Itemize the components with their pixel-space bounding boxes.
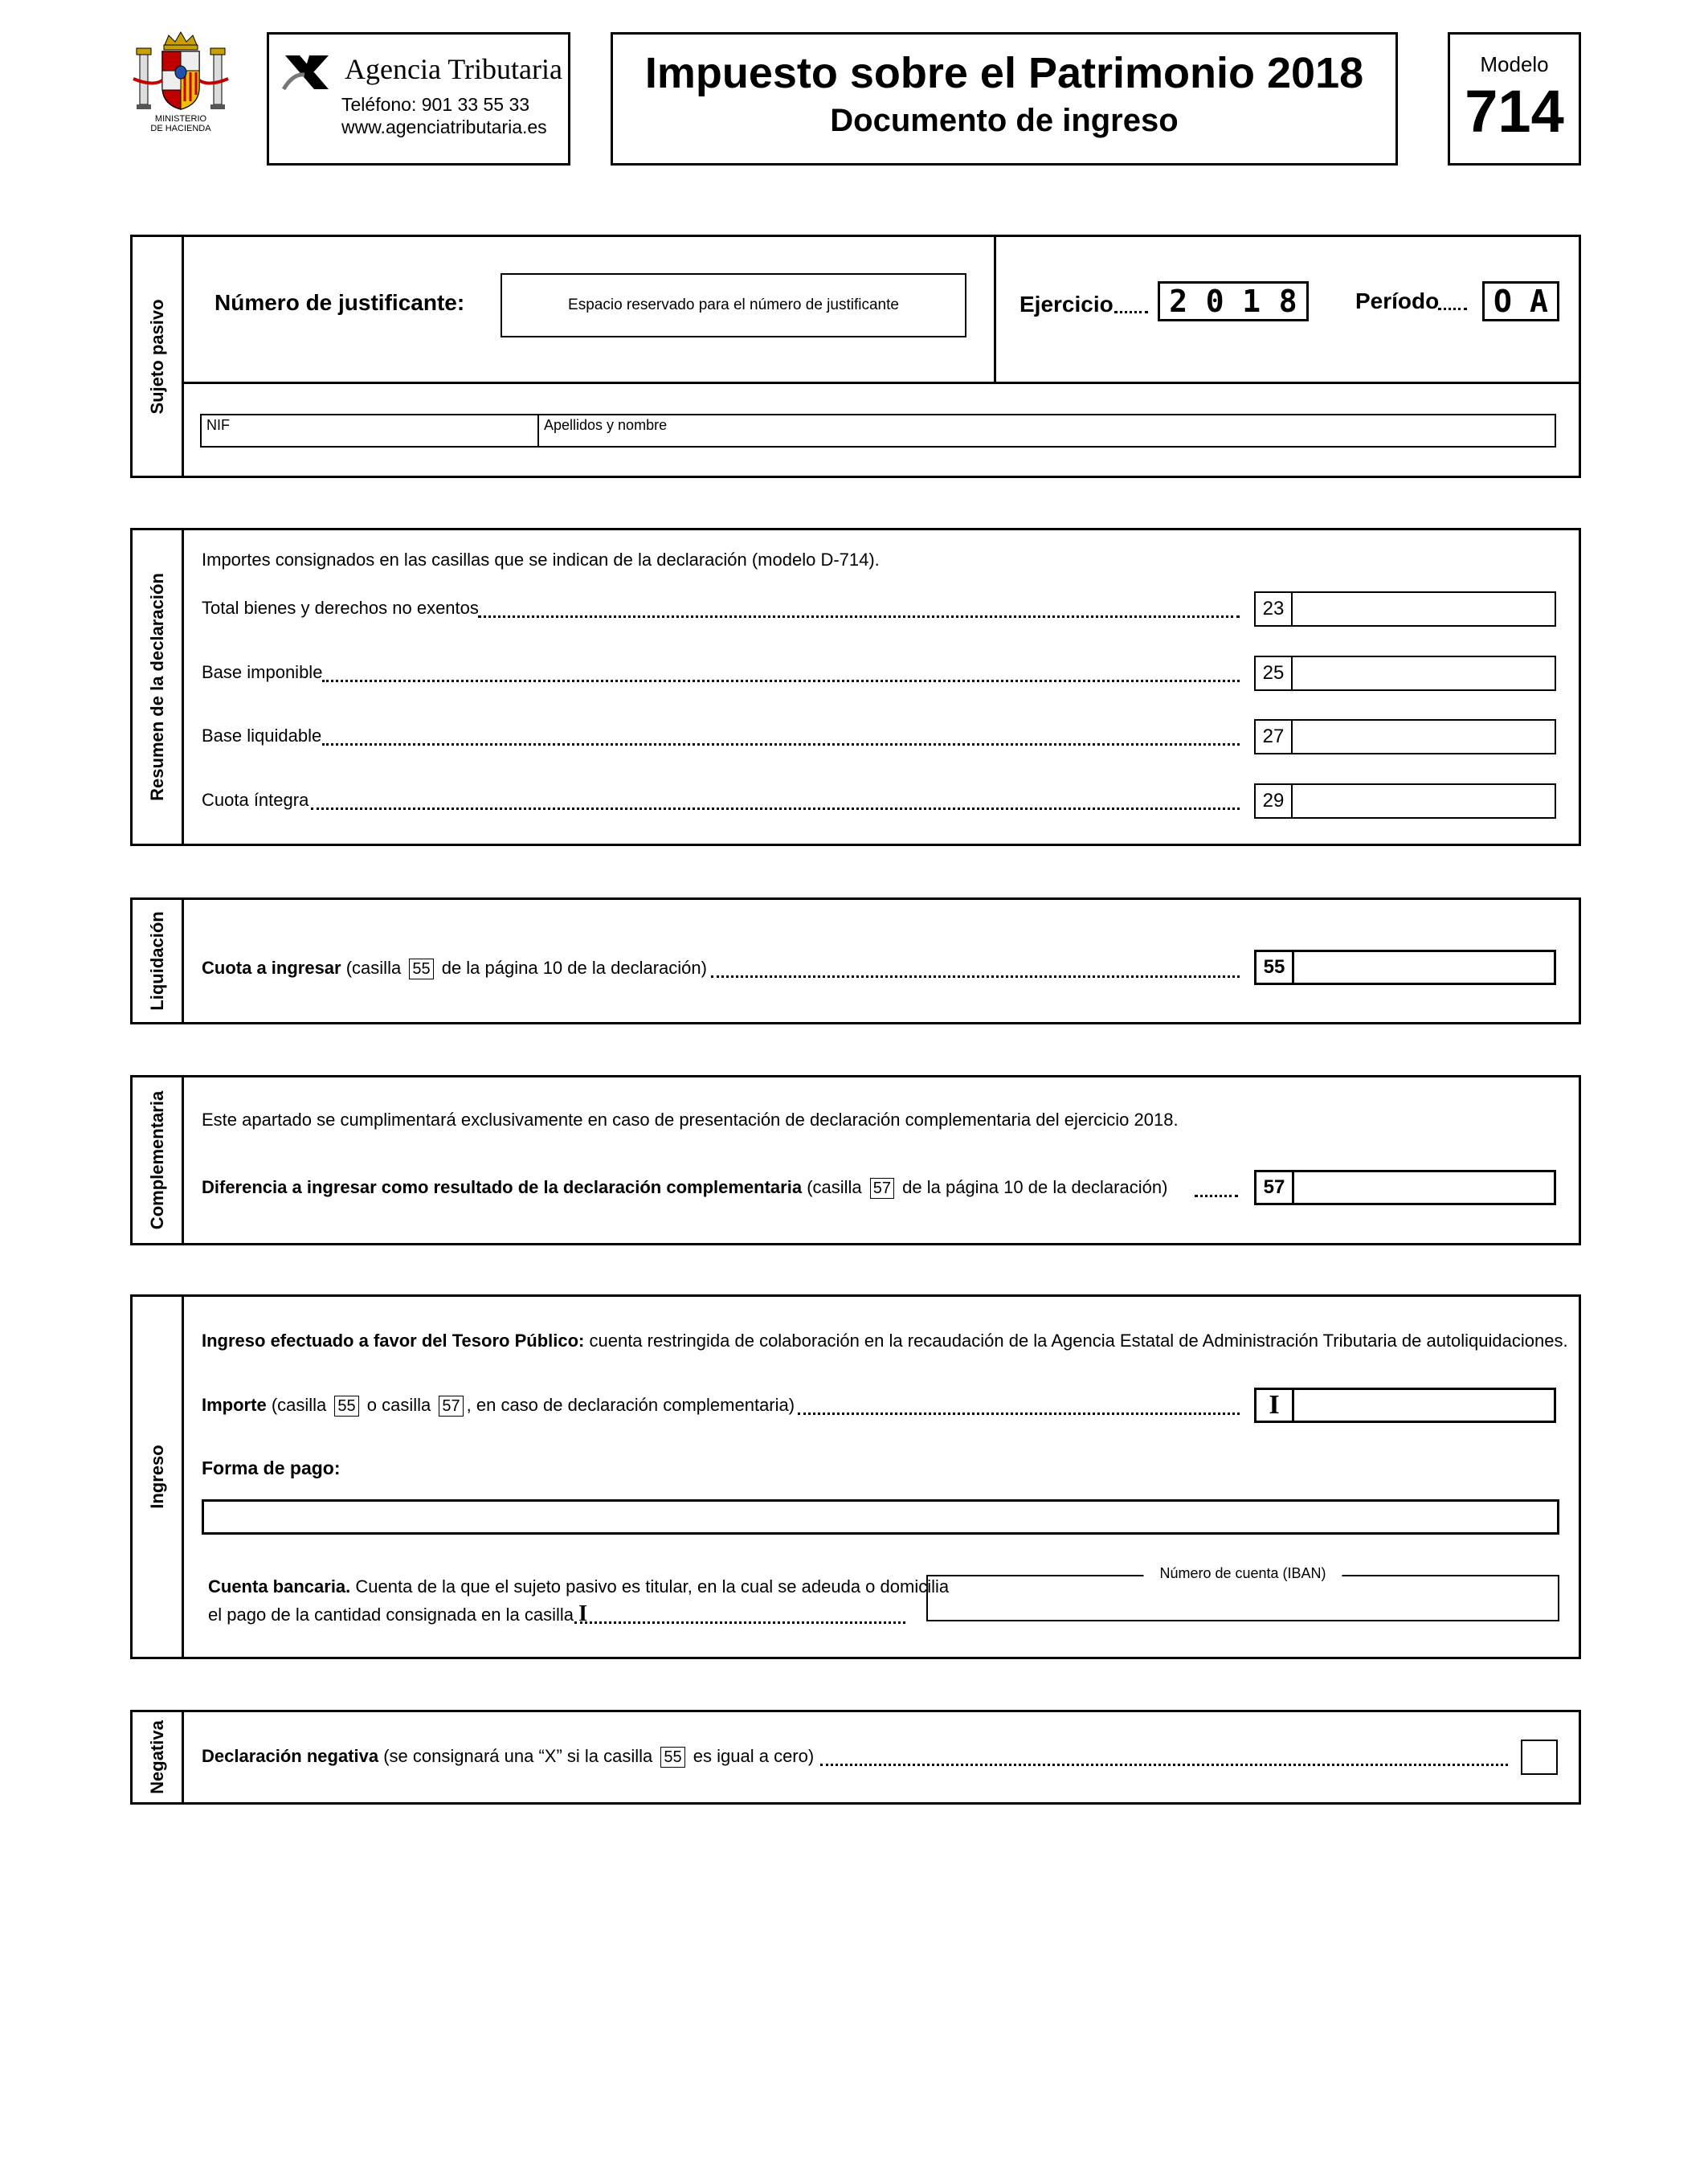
section-label-resumen: Resumen de la declaración bbox=[146, 573, 167, 801]
nombre-field[interactable] bbox=[537, 414, 1556, 448]
casilla-number: I bbox=[1256, 1390, 1294, 1421]
cuenta-casilla: I bbox=[578, 1601, 588, 1626]
agency-name: Agencia Tributaria bbox=[345, 53, 562, 85]
section-negativa bbox=[130, 1710, 1581, 1805]
tesoro-desc: cuenta restringida de colaboración en la recaudación de la Agencia Estatal de Administración Tributaria de autoliquidaciones. bbox=[589, 1331, 1568, 1351]
ejercicio-digit: 8 bbox=[1278, 284, 1297, 319]
section-label-complementaria: Complementaria bbox=[146, 1090, 167, 1230]
tesoro-bold: Ingreso efectuado a favor del Tesoro Público: bbox=[202, 1331, 585, 1351]
modelo-box bbox=[1448, 32, 1581, 166]
section-ingreso bbox=[130, 1294, 1581, 1659]
casilla-25-field[interactable] bbox=[1254, 656, 1556, 691]
negativa-checkbox[interactable] bbox=[1521, 1740, 1558, 1775]
iban-field[interactable] bbox=[926, 1565, 1559, 1621]
ministry-line-1: MINISTERIO bbox=[154, 114, 207, 124]
iban-label: Número de cuenta (IBAN) bbox=[1143, 1565, 1342, 1582]
periodo-label: Período bbox=[1355, 288, 1440, 313]
importe-mid: o casilla bbox=[366, 1395, 431, 1415]
page-subtitle: Documento de ingreso bbox=[830, 103, 1179, 138]
liquidacion-label-pre: (casilla bbox=[345, 958, 402, 978]
periodo-char: A bbox=[1530, 284, 1548, 319]
section-liquidacion bbox=[130, 897, 1581, 1024]
justificante-label: Número de justificante: bbox=[215, 290, 465, 315]
complementaria-label bbox=[202, 1177, 1167, 1199]
agency-phone: Teléfono: 901 33 55 33 bbox=[341, 94, 530, 115]
nif-label: NIF bbox=[206, 417, 230, 433]
modelo-label: Modelo bbox=[1480, 52, 1549, 76]
casilla-23-field[interactable] bbox=[1254, 591, 1556, 627]
casilla-ref-55: 55 bbox=[409, 959, 433, 979]
title-box bbox=[611, 32, 1398, 166]
nif-field[interactable] bbox=[200, 414, 539, 448]
resumen-row-label: Base liquidable bbox=[202, 726, 322, 746]
periodo-char: O bbox=[1493, 284, 1512, 319]
resumen-row-label: Cuota íntegra bbox=[202, 790, 309, 810]
section-complementaria bbox=[130, 1075, 1581, 1245]
negativa-post: es igual a cero) bbox=[693, 1746, 815, 1766]
importe-label bbox=[202, 1395, 795, 1417]
ejercicio-field[interactable] bbox=[1158, 281, 1309, 321]
ministry-logo bbox=[129, 31, 233, 139]
periodo-field[interactable] bbox=[1482, 281, 1559, 321]
section-label-liquidacion: Liquidación bbox=[146, 911, 167, 1011]
ejercicio-digit: 2 bbox=[1169, 284, 1188, 319]
casilla-29-field[interactable] bbox=[1254, 783, 1556, 819]
justificante-field[interactable] bbox=[501, 273, 966, 337]
casilla-number: 25 bbox=[1256, 657, 1293, 689]
section-label-sujeto: Sujeto pasivo bbox=[146, 298, 167, 415]
cuenta-bold: Cuenta bancaria. bbox=[208, 1576, 351, 1597]
casilla-number: 29 bbox=[1256, 785, 1293, 817]
cuenta-text-2: el pago de la cantidad consignada en la casilla bbox=[208, 1605, 574, 1625]
liquidacion-label-bold: Cuota a ingresar bbox=[202, 958, 341, 978]
resumen-row-label: Total bienes y derechos no exentos bbox=[202, 598, 479, 618]
liquidacion-label-post: de la página 10 de la declaración) bbox=[441, 958, 707, 978]
cuenta-bancaria-text bbox=[208, 1573, 949, 1629]
ejercicio-digit: 0 bbox=[1205, 284, 1224, 319]
section-sujeto-pasivo bbox=[130, 235, 1581, 478]
importe-bold: Importe bbox=[202, 1395, 267, 1415]
section-resumen bbox=[130, 528, 1581, 846]
casilla-ref-57: 57 bbox=[439, 1396, 463, 1417]
casilla-i-field[interactable] bbox=[1254, 1388, 1556, 1423]
complementaria-label-bold: Diferencia a ingresar como resultado de la declaración complementaria bbox=[202, 1177, 803, 1197]
agency-box bbox=[267, 32, 570, 166]
section-label-ingreso: Ingreso bbox=[146, 1445, 167, 1509]
forma-pago-field[interactable] bbox=[202, 1499, 1559, 1535]
modelo-number: 714 bbox=[1465, 78, 1564, 145]
coat-of-arms-icon bbox=[129, 31, 233, 119]
casilla-57-field[interactable] bbox=[1254, 1170, 1556, 1205]
casilla-ref-55: 55 bbox=[660, 1747, 684, 1768]
casilla-number: 27 bbox=[1256, 721, 1293, 753]
casilla-ref-57: 57 bbox=[870, 1178, 894, 1199]
justificante-placeholder: Espacio reservado para el número de justificante bbox=[568, 296, 899, 313]
liquidacion-label bbox=[202, 958, 707, 979]
resumen-intro: Importes consignados en las casillas que se indican de la declaración (modelo D-714). bbox=[202, 550, 880, 570]
casilla-ref-55: 55 bbox=[334, 1396, 358, 1417]
negativa-bold: Declaración negativa bbox=[202, 1746, 379, 1766]
nombre-label: Apellidos y nombre bbox=[544, 417, 668, 433]
tesoro-text bbox=[202, 1331, 1568, 1351]
ejercicio-label: Ejercicio bbox=[1019, 292, 1113, 317]
negativa-pre: (se consignará una “X” si la casilla bbox=[383, 1746, 653, 1766]
agency-website[interactable]: www.agenciatributaria.es bbox=[341, 117, 547, 137]
complementaria-intro: Este apartado se cumplimentará exclusivamente en caso de presentación de declaración complementaria del ejercicio 2018. bbox=[202, 1110, 1179, 1130]
forma-pago-label: Forma de pago: bbox=[202, 1458, 341, 1478]
resumen-row-label: Base imponible bbox=[202, 662, 323, 682]
section-label-negativa: Negativa bbox=[146, 1720, 167, 1794]
ministry-line-2: DE HACIENDA bbox=[150, 124, 211, 133]
complementaria-label-post: de la página 10 de la declaración) bbox=[902, 1177, 1168, 1197]
casilla-55-field[interactable] bbox=[1254, 950, 1556, 985]
negativa-label bbox=[202, 1746, 814, 1768]
page-title: Impuesto sobre el Patrimonio 2018 bbox=[644, 49, 1364, 97]
importe-pre: (casilla bbox=[271, 1395, 327, 1415]
casilla-number: 23 bbox=[1256, 593, 1293, 625]
importe-post: , en caso de declaración complementaria) bbox=[466, 1395, 795, 1415]
casilla-27-field[interactable] bbox=[1254, 719, 1556, 754]
casilla-number: 55 bbox=[1256, 952, 1294, 983]
agency-logo-icon bbox=[282, 52, 333, 92]
cuenta-text-1: Cuenta de la que el sujeto pasivo es titular, en la cual se adeuda o domicilia bbox=[355, 1576, 950, 1597]
ejercicio-digit: 1 bbox=[1242, 284, 1261, 319]
complementaria-label-pre: (casilla bbox=[807, 1177, 862, 1197]
casilla-number: 57 bbox=[1256, 1172, 1294, 1203]
